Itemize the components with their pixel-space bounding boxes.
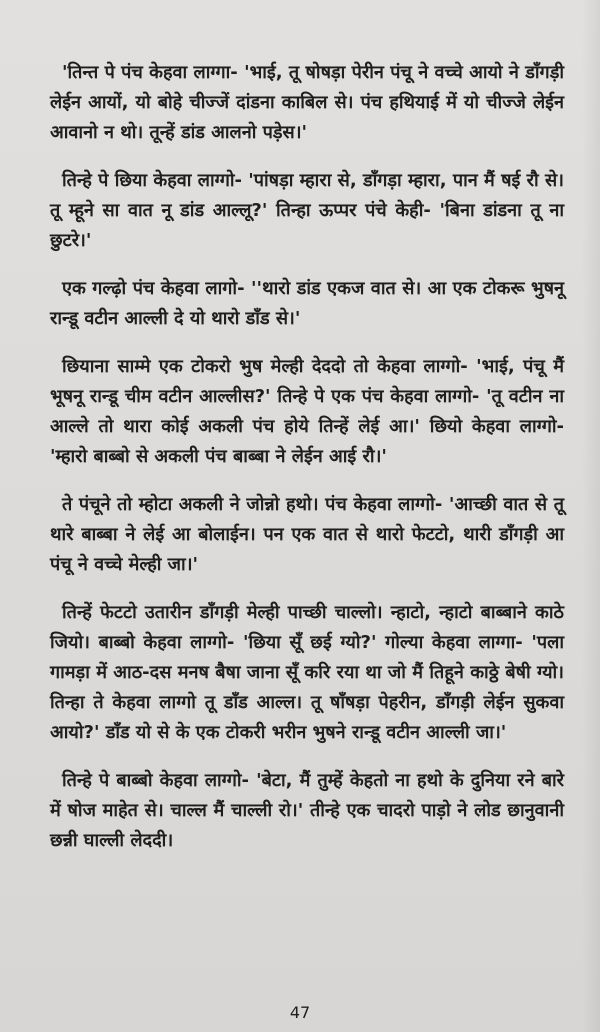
paragraph-5: ते पंचूने तो म्होटा अकली ने जोन्नो हथो। पंच केहवा लाग्गो- 'आच्छी वात से तू थारे बाब्बा ने लेई आ बोलाईन। पन एक वात से थारो फेटटो, थारी डाँगड़ी आ पंचू ने वच्चे मेल्ही जा।' <box>50 494 564 575</box>
paragraph-2: तिन्हे पे छिया केहवा लाग्गो- 'पांषड़ा म्हारा से, डाँगड़ा म्हारा, पान मैं षई रौ से। तू म्हूने सा वात नू डांड आल्लू?' तिन्हा ऊप्पर पंचे केही- 'बिना डांडना तू ना छुटरे।' <box>50 170 564 251</box>
paragraph-1: 'तिन्त पे पंच केहवा लाग्गा- 'भाई, तू षोषड़ा पेरीन पंचू ने वच्चे आयो ने डाँगड़ी लेईन आयों, यो बोहे चीज्जें दांडना काबिल से। पंच हथियाई में यो चीज्जे लेईन आवानो न थो। तून्हें डांड आलनो पड़ेस।' <box>50 62 564 143</box>
page-number: 47 <box>289 1003 311 1022</box>
page-edge-shadow <box>582 0 600 1032</box>
paragraph-4: छियाना साम्मे एक टोकरो भुष मेल्ही देददो तो केहवा लाग्गो- 'भाई, पंचू मैं भूषनू रान्डू चीम वटीन आल्लीस?' तिन्हे पे एक पंच केहवा लाग्गो- 'तू वटीन ना आल्ले तो थारा कोई अकली पंच होये तिन्हें लेई आ।' छियो केहवा लाग्गो- 'म्हारो बाब्बो से अकली पंच बाब्बा ने लेईन आई रौ।' <box>50 356 564 467</box>
paragraph-7: तिन्हे पे बाब्बो केहवा लाग्गो- 'बेटा, मैं तुम्हें केहतो ना हथो के दुनिया रने बारे में षोज माहेत से। चाल्ल मैं चाल्ली रो।' तीन्हे एक चादरो पाड़ो ने लोड छानुवानी छन्नी घाल्ली लेददी। <box>50 770 564 851</box>
paragraph-3: एक गल्ढ़ो पंच केहवा लागो- ''थारो डांड एकज वात से। आ एक टोकरू भुषनू रान्डू वटीन आल्ली दे यो थारो डाँड से।' <box>50 278 564 329</box>
paragraph-6: तिन्हें फेटटो उतारीन डाँगड़ी मेल्ही पाच्छी चाल्लो। न्हाटो, न्हाटो बाब्बाने काठे जियो। बाब्बो केहवा लाग्गो- 'छिया सूँ छई ग्यो?' गोल्या केहवा लाग्गा- 'पला गामड़ा में आठ-दस मनष बैषा जाना सूँ करि रया था जो मैं तिहूने काठ्ठे बेषी ग्यो। तिन्हा ते केहवा लाग्गो तू डाँड आल्ल। तू षाँषड़ा पेहरीन, डाँगड़ी लेईन सुकवा आयो?' डाँड यो से के एक टोकरी भरीन भुषने रान्डू वटीन आल्ली जा।' <box>50 602 564 743</box>
